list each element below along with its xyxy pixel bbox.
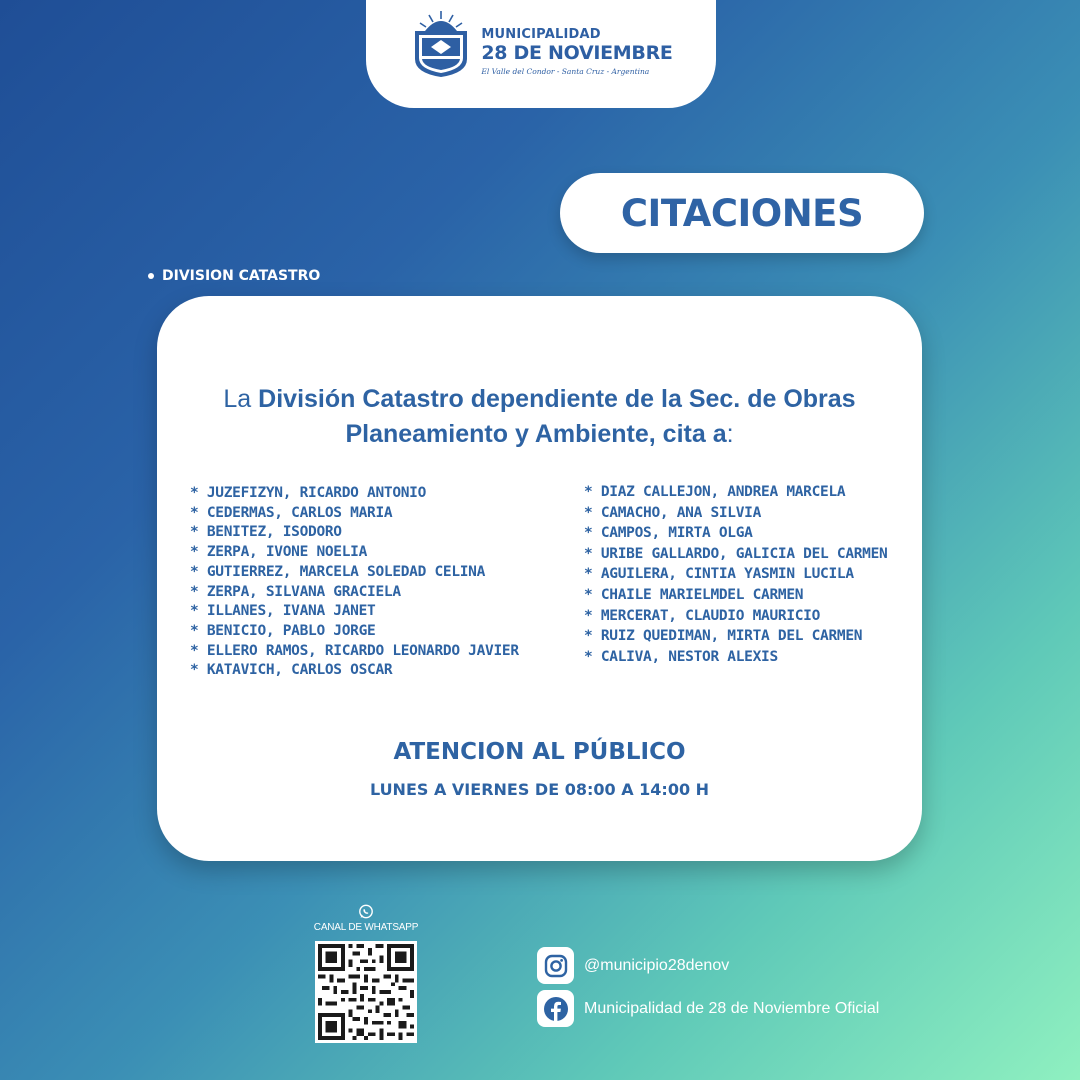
instagram-icon bbox=[537, 947, 574, 984]
names-list-left bbox=[190, 484, 519, 681]
title-pill bbox=[560, 173, 924, 253]
facebook-link[interactable] bbox=[537, 990, 879, 1027]
list-item: * ILLANES, IVANA JANET bbox=[190, 603, 376, 620]
atencion-hours: LUNES A VIERNES DE 08:00 A 14:00 H bbox=[369, 780, 710, 799]
facebook-icon bbox=[537, 990, 574, 1027]
logo-municipalidad: MUNICIPALIDAD bbox=[481, 26, 601, 42]
list-item: * JUZEFIZYN, RICARDO ANTONIO bbox=[190, 485, 427, 501]
list-item: * ELLERO RAMOS, RICARDO LEONARDO JAVIER bbox=[190, 642, 519, 659]
atencion-heading: ATENCION AL PÚBLICO bbox=[393, 739, 686, 765]
list-item: * BENICIO, PABLO JORGE bbox=[190, 622, 376, 639]
logo-town-name: 28 DE NOVIEMBRE bbox=[481, 41, 673, 64]
names-list-right bbox=[584, 482, 887, 667]
intro-suffix: : bbox=[726, 420, 734, 448]
qr-code[interactable] bbox=[315, 941, 417, 1043]
intro-bold-line1: División Catastro dependiente de la Sec. de Obras bbox=[258, 385, 856, 413]
page-title: CITACIONES bbox=[620, 191, 864, 235]
intro-prefix: La bbox=[223, 385, 259, 413]
list-item: * ZERPA, SILVANA GRACIELA bbox=[190, 583, 401, 600]
instagram-link[interactable] bbox=[537, 947, 729, 984]
municipal-emblem-icon bbox=[409, 9, 473, 79]
intro-text bbox=[197, 382, 882, 452]
list-item: * RUIZ QUEDIMAN, MIRTA DEL CARMEN bbox=[584, 628, 863, 645]
list-item: * BENITEZ, ISODORO bbox=[190, 524, 342, 541]
list-item: * ZERPA, IVONE NOELIA bbox=[190, 544, 368, 561]
logo-tagline: El Valle del Condor - Santa Cruz - Argentina bbox=[481, 66, 650, 76]
list-item: * CEDERMAS, CARLOS MARIA bbox=[190, 504, 393, 521]
citation-card bbox=[157, 296, 922, 861]
whatsapp-channel[interactable] bbox=[310, 904, 422, 1043]
bullet-icon bbox=[148, 273, 154, 279]
division-text: DIVISION CATASTRO bbox=[162, 268, 321, 284]
list-item: * URIBE GALLARDO, GALICIA DEL CARMEN bbox=[584, 545, 888, 562]
list-item: * CAMACHO, ANA SILVIA bbox=[584, 504, 762, 521]
whatsapp-label: CANAL DE WHATSAPP bbox=[313, 922, 419, 933]
whatsapp-icon bbox=[358, 904, 374, 920]
list-item: * CHAILE MARIELMDEL CARMEN bbox=[584, 586, 804, 603]
instagram-handle: @municipio28denov bbox=[584, 956, 730, 974]
list-item: * GUTIERREZ, MARCELA SOLEDAD CELINA bbox=[190, 563, 486, 580]
header-logo-card bbox=[366, 0, 716, 108]
list-item: * MERCERAT, CLAUDIO MAURICIO bbox=[584, 607, 821, 624]
list-item: * DIAZ CALLEJON, ANDREA MARCELA bbox=[584, 484, 846, 500]
list-item: * CAMPOS, MIRTA OLGA bbox=[584, 525, 753, 542]
list-item: * CALIVA, NESTOR ALEXIS bbox=[584, 648, 778, 665]
list-item: * KATAVICH, CARLOS OSCAR bbox=[190, 662, 393, 679]
division-label bbox=[148, 268, 320, 284]
facebook-page-name: Municipalidad de 28 de Noviembre Oficial bbox=[584, 999, 880, 1017]
list-item: * AGUILERA, CINTIA YASMIN LUCILA bbox=[584, 566, 854, 583]
intro-bold-line2: Planeamiento y Ambiente, cita a bbox=[345, 420, 727, 448]
